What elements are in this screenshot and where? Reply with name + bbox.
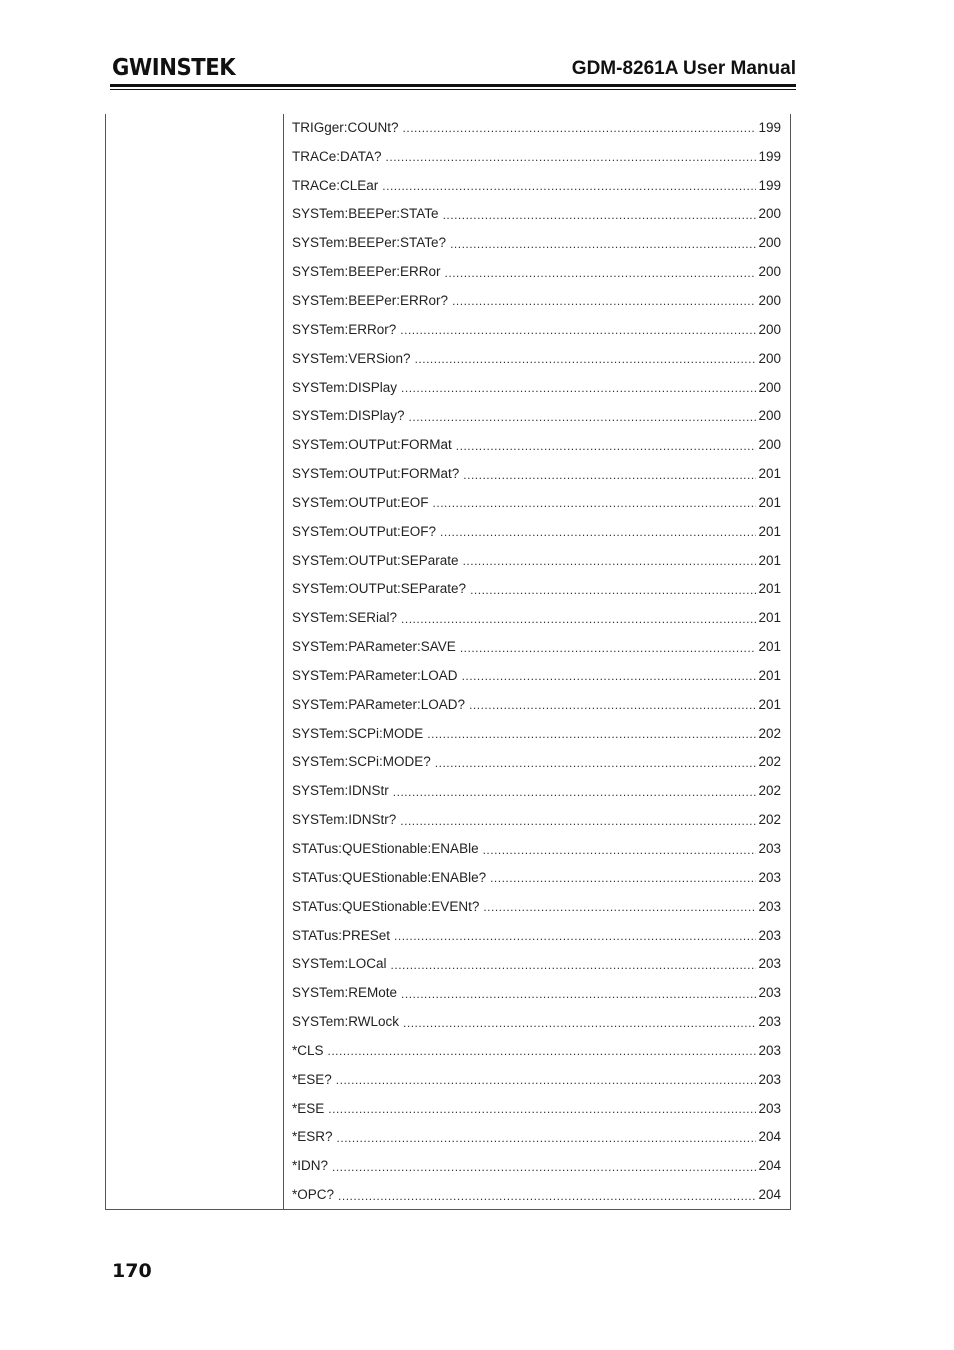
toc-page-number: 200 [758,292,781,308]
toc-page-number: 202 [758,754,781,770]
toc-page-number: 203 [758,1071,781,1087]
toc-entry[interactable] [292,834,781,863]
toc-dot-leader [445,266,757,280]
manual-title: GDM-8261A User Manual [571,58,796,79]
toc-dot-leader [337,1131,757,1145]
toc-entry[interactable] [292,286,781,315]
toc-command: STATus:QUEStionable:EVENt? [292,898,480,914]
toc-dot-leader [490,871,756,885]
toc-dot-leader [462,669,757,683]
toc-dot-leader [393,785,757,799]
toc-entry[interactable] [292,373,781,402]
toc-command: *ESE [292,1100,325,1116]
toc-page-number: 200 [758,350,781,366]
toc-dot-leader [401,612,756,626]
toc-command: SYSTem:ERRor? [292,321,397,337]
toc-command: SYSTem:PARameter:SAVE [292,639,456,655]
toc-command: SYSTem:DISPlay [292,379,398,395]
toc-dot-leader [433,496,757,510]
toc-dot-leader [463,468,756,482]
toc-entry[interactable] [292,344,781,373]
toc-command: SYSTem:VERSion? [292,350,411,366]
toc-dot-leader [435,756,757,770]
column-divider [283,114,284,1210]
toc-command: TRIGger:COUNt? [292,119,399,135]
toc-entry[interactable] [292,401,781,430]
toc-entry[interactable] [292,430,781,459]
toc-entry[interactable] [292,1123,781,1152]
toc-page-number: 203 [758,956,781,972]
toc-dot-leader [440,525,756,539]
toc-page-number: 200 [758,379,781,395]
toc-page-number: 203 [758,1014,781,1030]
toc-entry[interactable] [292,315,781,344]
toc-dot-leader [409,410,757,424]
toc-dot-leader [427,727,756,741]
toc-command: STATus:QUEStionable:ENABle? [292,869,487,885]
toc-entry[interactable] [292,949,781,978]
toc-page-number: 204 [758,1187,781,1203]
toc-page-number: 202 [758,783,781,799]
toc-page-number: 201 [758,581,781,597]
toc-page-number: 204 [758,1129,781,1145]
gwinstek-logo: GWINSTEK [112,55,236,81]
toc-page-number: 203 [758,1100,781,1116]
toc-entry[interactable] [292,603,781,632]
toc-command: SYSTem:BEEPer:ERRor [292,264,441,280]
toc-entry[interactable] [292,661,781,690]
toc-command: SYSTem:PARameter:LOAD [292,667,458,683]
toc-command: SYSTem:REMote [292,985,398,1001]
toc-command: TRACe:DATA? [292,148,382,164]
toc-entry[interactable] [292,632,781,661]
toc-page-number: 203 [758,927,781,943]
command-index-list [292,113,781,1209]
toc-entry[interactable] [292,171,781,200]
toc-command: *ESR? [292,1129,333,1145]
toc-entry[interactable] [292,719,781,748]
toc-command: SYSTem:BEEPer:STATe? [292,235,447,251]
toc-page-number: 203 [758,1042,781,1058]
toc-page-number: 201 [758,494,781,510]
page-header [110,52,796,88]
toc-entry[interactable] [292,863,781,892]
toc-command: SYSTem:DISPlay? [292,408,405,424]
toc-command: STATus:PRESet [292,927,391,943]
toc-dot-leader [483,843,757,857]
toc-entry[interactable] [292,805,781,834]
toc-dot-leader [443,208,757,222]
toc-command: *CLS [292,1042,324,1058]
toc-command: SYSTem:BEEPer:ERRor? [292,292,449,308]
toc-dot-leader [483,900,756,914]
toc-entry[interactable] [292,517,781,546]
toc-dot-leader [401,987,756,1001]
toc-dot-leader [382,179,756,193]
toc-entry[interactable] [292,748,781,777]
toc-entry[interactable] [292,200,781,229]
toc-page-number: 202 [758,812,781,828]
toc-command: SYSTem:OUTPut:EOF [292,494,429,510]
toc-dot-leader [400,814,756,828]
toc-command: SYSTem:SCPi:MODE? [292,754,431,770]
toc-page-number: 203 [758,985,781,1001]
toc-entry[interactable] [292,690,781,719]
toc-command: SYSTem:PARameter:LOAD? [292,696,466,712]
toc-dot-leader [403,1016,756,1030]
toc-page-number: 199 [758,148,781,164]
toc-page-number: 200 [758,206,781,222]
header-rule-thin [110,89,796,90]
toc-dot-leader [415,352,757,366]
toc-dot-leader [338,1189,756,1203]
toc-command: SYSTem:LOCal [292,956,387,972]
toc-page-number: 201 [758,639,781,655]
toc-dot-leader [470,583,756,597]
toc-command: SYSTem:SCPi:MODE [292,725,424,741]
toc-command: SYSTem:RWLock [292,1014,400,1030]
toc-dot-leader [463,554,757,568]
toc-dot-leader [394,929,756,943]
toc-page-number: 203 [758,841,781,857]
toc-command: SYSTem:BEEPer:STATe [292,206,439,222]
toc-dot-leader [336,1073,757,1087]
toc-dot-leader [400,323,756,337]
toc-command: SYSTem:IDNStr [292,783,389,799]
toc-page-number: 200 [758,437,781,453]
toc-command: SYSTem:OUTPut:FORMat [292,437,452,453]
toc-page-number: 201 [758,523,781,539]
toc-command: SYSTem:OUTPut:EOF? [292,523,437,539]
toc-page-number: 201 [758,667,781,683]
toc-entry[interactable] [292,228,781,257]
toc-page-number: 201 [758,552,781,568]
toc-dot-leader [452,294,756,308]
toc-dot-leader [401,381,756,395]
toc-dot-leader [460,641,757,655]
toc-entry[interactable] [292,546,781,575]
toc-command: SYSTem:OUTPut:SEParate? [292,581,467,597]
toc-entry[interactable] [292,1036,781,1065]
toc-entry[interactable] [292,921,781,950]
toc-entry[interactable] [292,1180,781,1209]
toc-command: *IDN? [292,1158,329,1174]
toc-entry[interactable] [292,459,781,488]
header-rule-thick [110,84,796,87]
toc-page-number: 201 [758,610,781,626]
toc-command: STATus:QUEStionable:ENABle [292,841,479,857]
toc-entry[interactable] [292,978,781,1007]
toc-command: *ESE? [292,1071,332,1087]
toc-page-number: 200 [758,321,781,337]
toc-entry[interactable] [292,1094,781,1123]
toc-page-number: 200 [758,264,781,280]
toc-dot-leader [328,1102,756,1116]
toc-page-number: 204 [758,1158,781,1174]
toc-entry[interactable] [292,1007,781,1036]
toc-entry[interactable] [292,142,781,171]
toc-command: *OPC? [292,1187,335,1203]
toc-page-number: 203 [758,898,781,914]
toc-command: SYSTem:OUTPut:SEParate [292,552,459,568]
toc-command: TRACe:CLEar [292,177,379,193]
toc-command: SYSTem:OUTPut:FORMat? [292,466,460,482]
toc-page-number: 203 [758,869,781,885]
toc-dot-leader [386,150,757,164]
toc-dot-leader [403,121,757,135]
toc-dot-leader [328,1044,757,1058]
toc-dot-leader [450,237,756,251]
page-number: 170 [112,1260,152,1282]
toc-entry[interactable] [292,488,781,517]
toc-page-number: 199 [758,177,781,193]
toc-page-number: 201 [758,696,781,712]
toc-dot-leader [469,698,756,712]
toc-entry[interactable] [292,1065,781,1094]
toc-entry[interactable] [292,776,781,805]
toc-page-number: 199 [758,119,781,135]
toc-page-number: 200 [758,408,781,424]
toc-page-number: 202 [758,725,781,741]
toc-dot-leader [391,958,757,972]
toc-entry[interactable] [292,575,781,604]
toc-entry[interactable] [292,892,781,921]
toc-command: SYSTem:SERial? [292,610,398,626]
toc-page-number: 201 [758,466,781,482]
toc-entry[interactable] [292,113,781,142]
toc-page-number: 200 [758,235,781,251]
toc-entry[interactable] [292,1151,781,1180]
toc-dot-leader [456,439,757,453]
toc-dot-leader [332,1160,756,1174]
toc-command: SYSTem:IDNStr? [292,812,397,828]
toc-entry[interactable] [292,257,781,286]
